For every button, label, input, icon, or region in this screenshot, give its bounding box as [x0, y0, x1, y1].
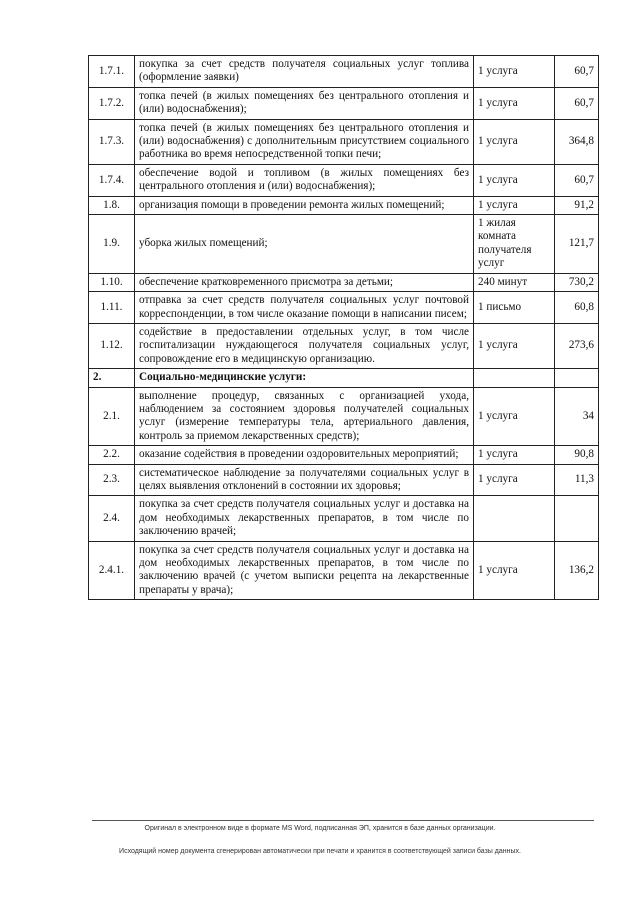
service-price [555, 369, 599, 387]
service-price: 730,2 [555, 273, 599, 291]
service-unit: 240 минут [474, 273, 555, 291]
row-number: 2.4.1. [89, 541, 135, 600]
table-row [89, 387, 599, 446]
row-number: 1.7.1. [89, 56, 135, 88]
table-row [89, 87, 599, 119]
table-row [89, 464, 599, 496]
service-description: оказание содействия в проведении оздоровительных мероприятий; [135, 446, 474, 464]
service-description: обеспечение кратковременного присмотра за детьми; [135, 273, 474, 291]
row-number: 1.7.2. [89, 87, 135, 119]
service-unit: 1 услуга [474, 464, 555, 496]
service-price: 60,8 [555, 292, 599, 324]
service-unit: 1 услуга [474, 196, 555, 214]
row-number: 1.12. [89, 323, 135, 368]
section-number: 2. [89, 369, 135, 387]
section-header-row [89, 369, 599, 387]
service-description: покупка за счет средств получателя социальных услуг топлива (оформление заявки) [135, 56, 474, 88]
service-price: 60,7 [555, 164, 599, 196]
service-description: выполнение процедур, связанных с организацией ухода, наблюдением за состоянием здоровья получателей социальных услуг (измерение температуры тела, артериального давления, контроль за приемом лекарственных средств); [135, 387, 474, 446]
service-price: 11,3 [555, 464, 599, 496]
services-price-table [88, 55, 599, 600]
service-unit: 1 услуга [474, 87, 555, 119]
table-row [89, 323, 599, 368]
row-number: 1.8. [89, 196, 135, 214]
row-number: 1.10. [89, 273, 135, 291]
service-description: обеспечение водой и топливом (в жилых помещениях без центрального отопления и (или) водоснабжения); [135, 164, 474, 196]
table-row [89, 119, 599, 164]
service-description: покупка за счет средств получателя социальных услуг и доставка на дом необходимых лекарственных препаратов, в том числе по заключению врачей (с учетом выписки рецепта на лекарственные препараты у врача); [135, 541, 474, 600]
service-description: покупка за счет средств получателя социальных услуг и доставка на дом необходимых лекарственных препаратов, в том числе по заключению врачей; [135, 496, 474, 541]
service-unit [474, 369, 555, 387]
service-unit [474, 496, 555, 541]
table-row [89, 446, 599, 464]
service-price [555, 496, 599, 541]
row-number: 2.2. [89, 446, 135, 464]
service-price: 121,7 [555, 215, 599, 274]
section-title: Социально-медицинские услуги: [135, 369, 474, 387]
footer-note-doc-number: Исходящий номер документа сгенерирован автоматически при печати и хранится в соответствующей записи базы данных. [119, 848, 521, 855]
table-row [89, 496, 599, 541]
service-price: 34 [555, 387, 599, 446]
row-number: 1.7.4. [89, 164, 135, 196]
table-row [89, 541, 599, 600]
service-description: систематическое наблюдение за получателями социальных услуг в целях выявления отклонений в состоянии их здоровья; [135, 464, 474, 496]
service-description: содействие в предоставлении отдельных услуг, в том числе госпитализации нуждающегося получателя социальных услуг, сопровождение его в медицинскую организацию. [135, 323, 474, 368]
table-row [89, 164, 599, 196]
service-description: организация помощи в проведении ремонта жилых помещений; [135, 196, 474, 214]
service-description: топка печей (в жилых помещениях без центрального отопления и (или) водоснабжения); [135, 87, 474, 119]
row-number: 2.4. [89, 496, 135, 541]
service-description: отправка за счет средств получателя социальных услуг почтовой корреспонденции, в том числе оказание помощи в написании писем; [135, 292, 474, 324]
row-number: 1.7.3. [89, 119, 135, 164]
row-number: 1.9. [89, 215, 135, 274]
service-unit: 1 жилая комната получателя услуг [474, 215, 555, 274]
service-price: 60,7 [555, 87, 599, 119]
service-unit: 1 письмо [474, 292, 555, 324]
row-number: 1.11. [89, 292, 135, 324]
service-price: 364,8 [555, 119, 599, 164]
service-description: топка печей (в жилых помещениях без центрального отопления и (или) водоснабжения) с дополнительным присутствием социального работника во время непосредственной топки печи; [135, 119, 474, 164]
table-row [89, 196, 599, 214]
service-unit: 1 услуга [474, 323, 555, 368]
service-unit: 1 услуга [474, 387, 555, 446]
service-price: 91,2 [555, 196, 599, 214]
service-price: 273,6 [555, 323, 599, 368]
service-price: 136,2 [555, 541, 599, 600]
service-unit: 1 услуга [474, 119, 555, 164]
service-price: 90,8 [555, 446, 599, 464]
table-row [89, 56, 599, 88]
table-row [89, 215, 599, 274]
service-unit: 1 услуга [474, 164, 555, 196]
service-unit: 1 услуга [474, 541, 555, 600]
table-row [89, 273, 599, 291]
service-unit: 1 услуга [474, 56, 555, 88]
table-row [89, 292, 599, 324]
service-price: 60,7 [555, 56, 599, 88]
service-description: уборка жилых помещений; [135, 215, 474, 274]
row-number: 2.3. [89, 464, 135, 496]
footer-divider [92, 820, 594, 821]
footer-note-original: Оригинал в электронном виде в формате MS Word, подписанная ЭП, хранится в базе данных организации. [144, 825, 496, 832]
service-unit: 1 услуга [474, 446, 555, 464]
row-number: 2.1. [89, 387, 135, 446]
